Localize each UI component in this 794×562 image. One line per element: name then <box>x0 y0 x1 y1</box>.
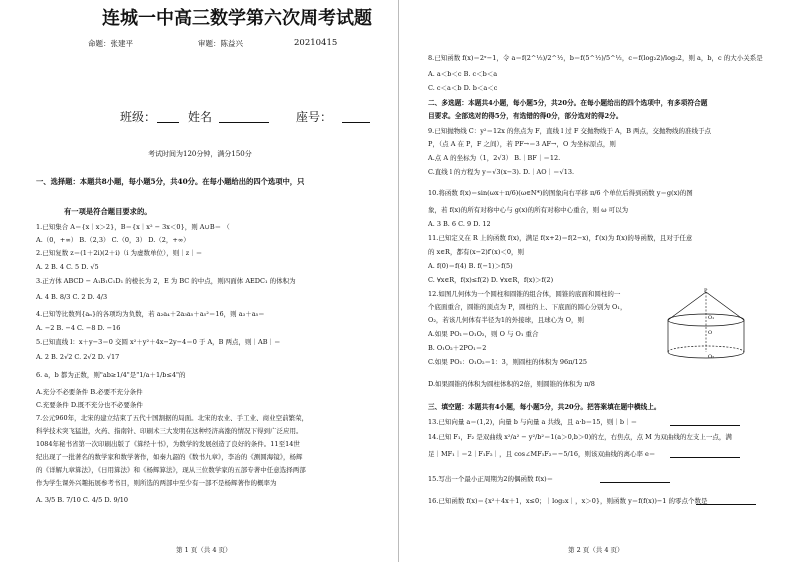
section-3-heading: 三、填空题：本题共有4小题，每小题5分，共20分。把答案填在题中横线上。 <box>428 403 661 411</box>
name-label: 姓名 <box>188 110 213 124</box>
option-line: A. 4 B. 8/3 C. 2 D. 4/3 <box>36 293 108 301</box>
class-blank[interactable] <box>157 122 179 123</box>
column-divider <box>398 0 399 562</box>
section-1-heading-cont: 有一项是符合题目要求的。 <box>64 207 152 216</box>
seat-label: 座号： <box>296 110 333 124</box>
reviewer: 审题：陈益兴 <box>198 39 243 48</box>
option-line: C. ∀x∈R，f(x)≤f(2) D. ∀x∈R，f(x)＞f(2) <box>428 276 554 284</box>
option-line: A.（0，+∞） B.（2,3） C.（0，3） D.（2，+∞） <box>36 236 190 244</box>
option-line: C.直线 l 的方程为 y＝√3(x−3). D.｜AO｜＝√13. <box>428 168 575 176</box>
question-line: O₂，若该几何体有半径为1的外接球，且球心为 O，则 <box>428 316 584 324</box>
exam-title: 连城一中高三数学第六次周考试题 <box>102 8 372 29</box>
name-blank[interactable] <box>219 122 269 123</box>
question-line: 3.正方体 ABCD − A₁B₁C₁D₁ 的棱长为 2，E 为 BC 的中点，则四面体 AEDC₁ 的体积为 <box>36 277 296 285</box>
option-line: A.点 A 的坐标为（1，2√3） B.｜BF｜＝12. <box>428 154 561 162</box>
option-line: A. 3 B. 6 C. 9 D. 12 <box>428 220 491 228</box>
option-line: C. c＜a＜b D. b＜a＜c <box>428 84 498 92</box>
option-line: A.如果 PO₁＝O₁O₂，则 O 与 O₁ 重合 <box>428 330 539 338</box>
question-line: 个底面重合，圆锥的顶点为 P，圆柱的上、下底面的圆心分别为 O₁， <box>428 303 627 311</box>
answer-blank-15[interactable] <box>600 482 670 483</box>
exam-page-2 <box>400 0 794 562</box>
question-line: 13.已知向量 a＝(1,2)，向量 b 与向量 a 共线，且 a·b＝15，则｜b｜＝ <box>428 418 638 426</box>
section-1-heading: 一、选择题：本题共8小题，每小题5分，共40分。在每小题给出的四个选项中，只 <box>36 177 305 186</box>
question-line: 的《详解九章算法》，《日用算法》和《杨辉算法》，现从三位数学家的五部专著中任意选择两部 <box>36 466 306 474</box>
cone-edge-left <box>668 292 706 320</box>
option-line: C.如果 PO₁：O₁O₂＝1：3，则圆柱的体积为 96π/125 <box>428 358 588 366</box>
question-line: 14.已知 F₁，F₂ 是双曲线 x²/a² − y²/b²＝1(a＞0,b＞0)的左，右焦点，点 M 为双曲线的左支上一点，满 <box>428 433 732 441</box>
question-line: 7.公元960年，北宋的建立结束了五代十国割据的局面。北宋的农业、手工业、商业空前繁荣， <box>36 414 309 422</box>
section-2-heading: 二、多选题：本题共4小题，每小题5分，共20分。在每小题给出的四个选项中，有多项符合题 <box>428 99 708 107</box>
question-line: 科学技术突飞猛进，火药、指南针、印刷术三大发明在这种经济高涨的情况下得到广泛应用。 <box>36 427 303 435</box>
option-line: B. O₁O₂＋2PO₁＝2 <box>428 344 487 352</box>
section-2-heading-cont: 目要求。全部选对的得5分，有选错的得0分，部分选对的得2分。 <box>428 112 623 120</box>
author: 命题：张建平 <box>88 39 133 48</box>
answer-blank-16[interactable] <box>696 504 756 505</box>
option-line: A. f(0)＝f(4) B. f(−1)＞f(5) <box>428 262 513 270</box>
label-o1: O₁ <box>708 315 715 321</box>
class-label: 班级： <box>120 110 157 124</box>
question-line: 1.已知集合 A＝{x｜x＞2}，B＝{x｜x² − 3x＜0}，则 A∪B＝ （ <box>36 223 230 231</box>
option-line: A.充分不必要条件 B.必要不充分条件 <box>36 388 143 396</box>
page-footer: 第 1 页（共 4 页） <box>176 546 232 554</box>
question-line: 1084年秘书省第一次印刷出版了《算经十书》，为数学的发展创造了良好的条件。11至14世 <box>36 440 300 448</box>
option-line: A. 2 B. 4 C. 5 D. √5 <box>36 263 99 271</box>
question-line: 8.已知函数 f(x)＝2ˣ−1，令 a＝f(2^½)/2^½，b＝f(5^½)/5^½，c＝f(log₂2)/log₂2，则 a，b，c 的大小关系是 <box>428 54 763 62</box>
seat-blank[interactable] <box>342 122 370 123</box>
option-line: A. 2 B. 2√2 C. 2√2 D. √17 <box>36 353 120 361</box>
page-footer: 第 2 页（共 4 页） <box>568 546 624 554</box>
option-line: A. 3/5 B. 7/10 C. 4/5 D. 9/10 <box>36 496 129 504</box>
question-line: 作为学生课外兴趣拓展参考书目，则所选的两部中至少有一部不是杨辉著作的概率为 <box>36 479 277 487</box>
question-line: 5.已知直线 l：x＋y−3＝0 交圆 x²＋y²＋4x−2y−4＝0 于 A，B 两点，则｜AB｜＝ <box>36 338 281 346</box>
answer-blank-13[interactable] <box>670 425 740 426</box>
time-note: 考试时间为120分钟，满分150分 <box>148 150 252 158</box>
question-line: 的 x∈R，都有(x−2)f′(x)＜0，则 <box>428 248 525 256</box>
label-o: O <box>708 330 713 336</box>
label-p: P <box>704 288 708 294</box>
question-line: P，（点 A 在 P，F 之间），若 PF→＝3 AF→，O 为坐标原点，则 <box>428 140 616 148</box>
question-line: 10.将函数 f(x)＝sin(ωx＋π/6)(ω∈N*)的图象向右平移 π/6 个单位后得到函数 y＝g(x)的图 <box>428 189 693 197</box>
question-line: 象，若 f(x)的所有对称中心与 g(x)的所有对称中心重合，则 ω 可以为 <box>428 206 629 214</box>
question-line: 足｜MF₁｜＝2｜F₁F₂｜，且 cos∠MF₁F₂＝−5/16，则该双曲线的离心率 e＝ <box>428 450 656 458</box>
exam-date: 20210415 <box>294 38 338 48</box>
answer-blank-14[interactable] <box>670 457 740 458</box>
question-line: 16.已知函数 f(x)＝{x²＋4x＋1，x≤0；｜log₂x｜，x＞0}，则函数 y＝f(f(x))−1 的零点个数是 <box>428 497 708 505</box>
option-line: C.充要条件 D.既不充分也不必要条件 <box>36 401 143 409</box>
question-line: 9.已知抛物线 C：y²＝12x 的焦点为 F，直线 l 过 F 交抛物线于 A，B 两点，交抛物线的准线于点 <box>428 127 712 135</box>
question-line: 2.已知复数 z＝(1＋2i)(2＋i)（i 为虚数单位），则｜z｜＝ <box>36 249 203 257</box>
option-line: A. −2 B. −4 C. −8 D. −16 <box>36 324 121 332</box>
question-line: 4.已知等比数列{aₙ}的各项均为负数，若 a₂a₄＋2a₃a₅＋a₅²＝16，则 a₃＋a₅＝ <box>36 310 265 318</box>
label-o2: O₂ <box>708 354 715 360</box>
question-line: 11.已知定义在 R 上的函数 f(x)，满足 f(x+2)＝f(2−x)，f′(x)为 f(x)的导函数，且对于任意 <box>428 234 693 242</box>
question-line: 12.如图几何体为一个圆柱和圆锥的组合体，圆锥的底面和圆柱的一 <box>428 290 621 298</box>
question-line: 纪出现了一批著名的数学家和数学著作，如秦九韶的《数书九章》，李冶的《测圆海镜》，杨辉 <box>36 453 303 461</box>
option-line: D.如果圆锥的体积为圆柱体积的2倍，则圆锥的体积为 π/8 <box>428 380 595 388</box>
cone-cylinder-figure <box>662 288 752 362</box>
cylinder-bottom-front <box>668 352 744 358</box>
question-line: 15.写出一个最小正周期为2的偶函数 f(x)＝ <box>428 475 554 483</box>
question-line: 6. a，b 都为正数，则"ab≥1/4"是"1/a＋1/b≤4"的 <box>36 371 186 379</box>
option-line: A. a＜b＜c B. c＜b＜a <box>428 70 498 78</box>
